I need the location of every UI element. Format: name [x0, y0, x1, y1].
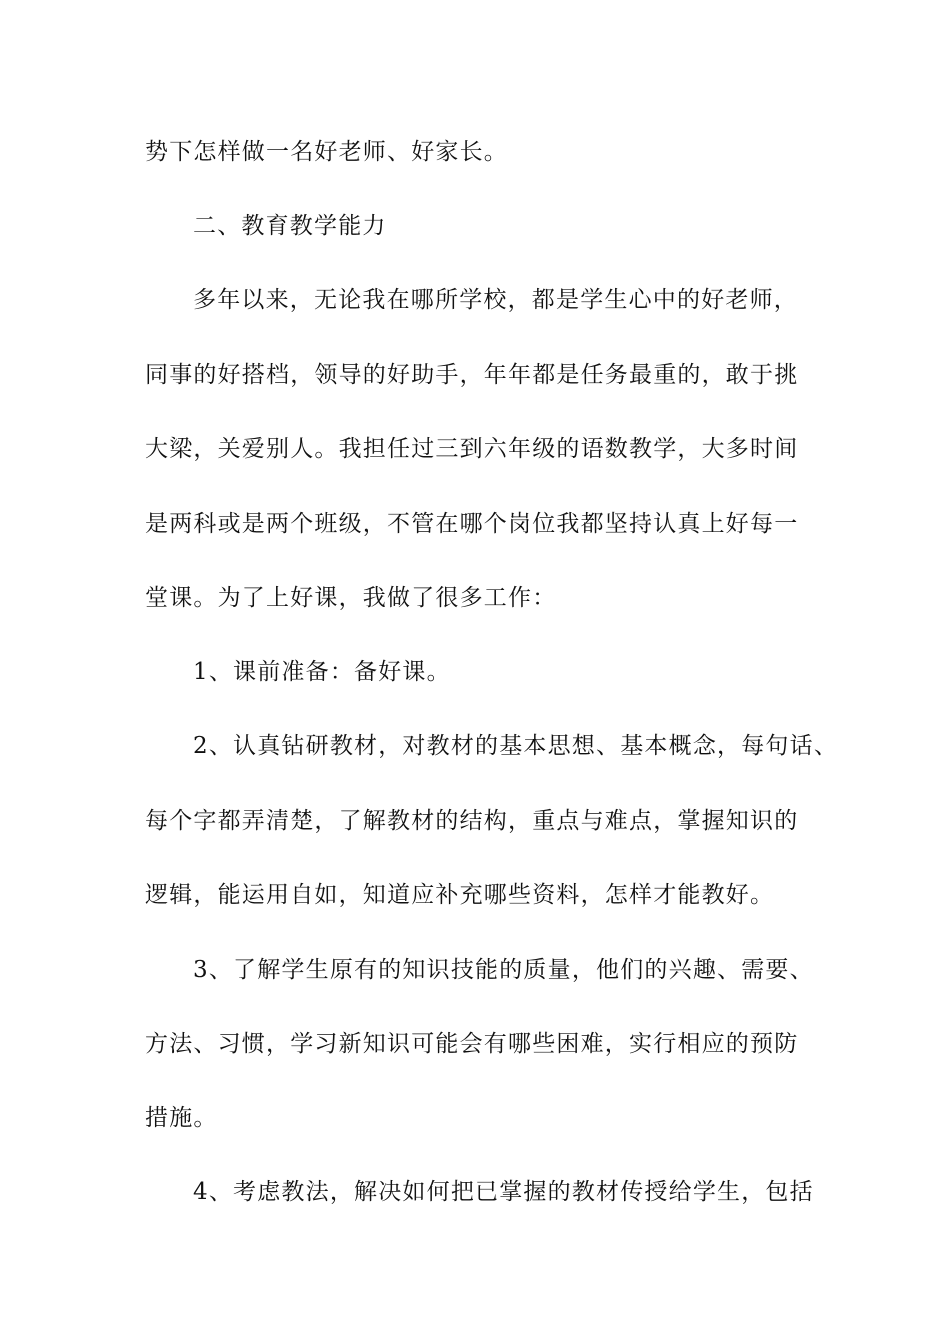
text-line: 同事的好搭档，领导的好助手，年年都是任务最重的，敢于挑: [145, 362, 799, 388]
list-item: 1、课前准备：备好课。: [193, 659, 451, 685]
text-line: 是两科或是两个班级，不管在哪个岗位我都坚持认真上好每一: [145, 511, 799, 537]
text-line: 多年以来，无论我在哪所学校，都是学生心中的好老师，: [193, 287, 798, 313]
text-line: 大梁，关爱别人。我担任过三到六年级的语数教学，大多时间: [145, 436, 799, 462]
text-line: 方法、习惯，学习新知识可能会有哪些困难，实行相应的预防: [145, 1031, 799, 1057]
list-item: 4、考虑教法，解决如何把已掌握的教材传授给学生，包括: [193, 1179, 814, 1205]
text-line: 逻辑，能运用自如，知道应补充哪些资料，怎样才能教好。: [145, 882, 775, 908]
list-item: 3、了解学生原有的知识技能的质量，他们的兴趣、需要、: [193, 957, 814, 983]
text-line: 措施。: [145, 1105, 218, 1131]
list-item: 2、认真钻研教材，对教材的基本思想、基本概念，每句话、: [193, 733, 839, 759]
text-line: 势下怎样做一名好老师、好家长。: [145, 139, 508, 165]
section-heading: 二、教育教学能力: [193, 213, 387, 239]
text-line: 每个字都弄清楚，了解教材的结构，重点与难点，掌握知识的: [145, 808, 799, 834]
text-line: 堂课。为了上好课，我做了很多工作：: [145, 585, 557, 611]
